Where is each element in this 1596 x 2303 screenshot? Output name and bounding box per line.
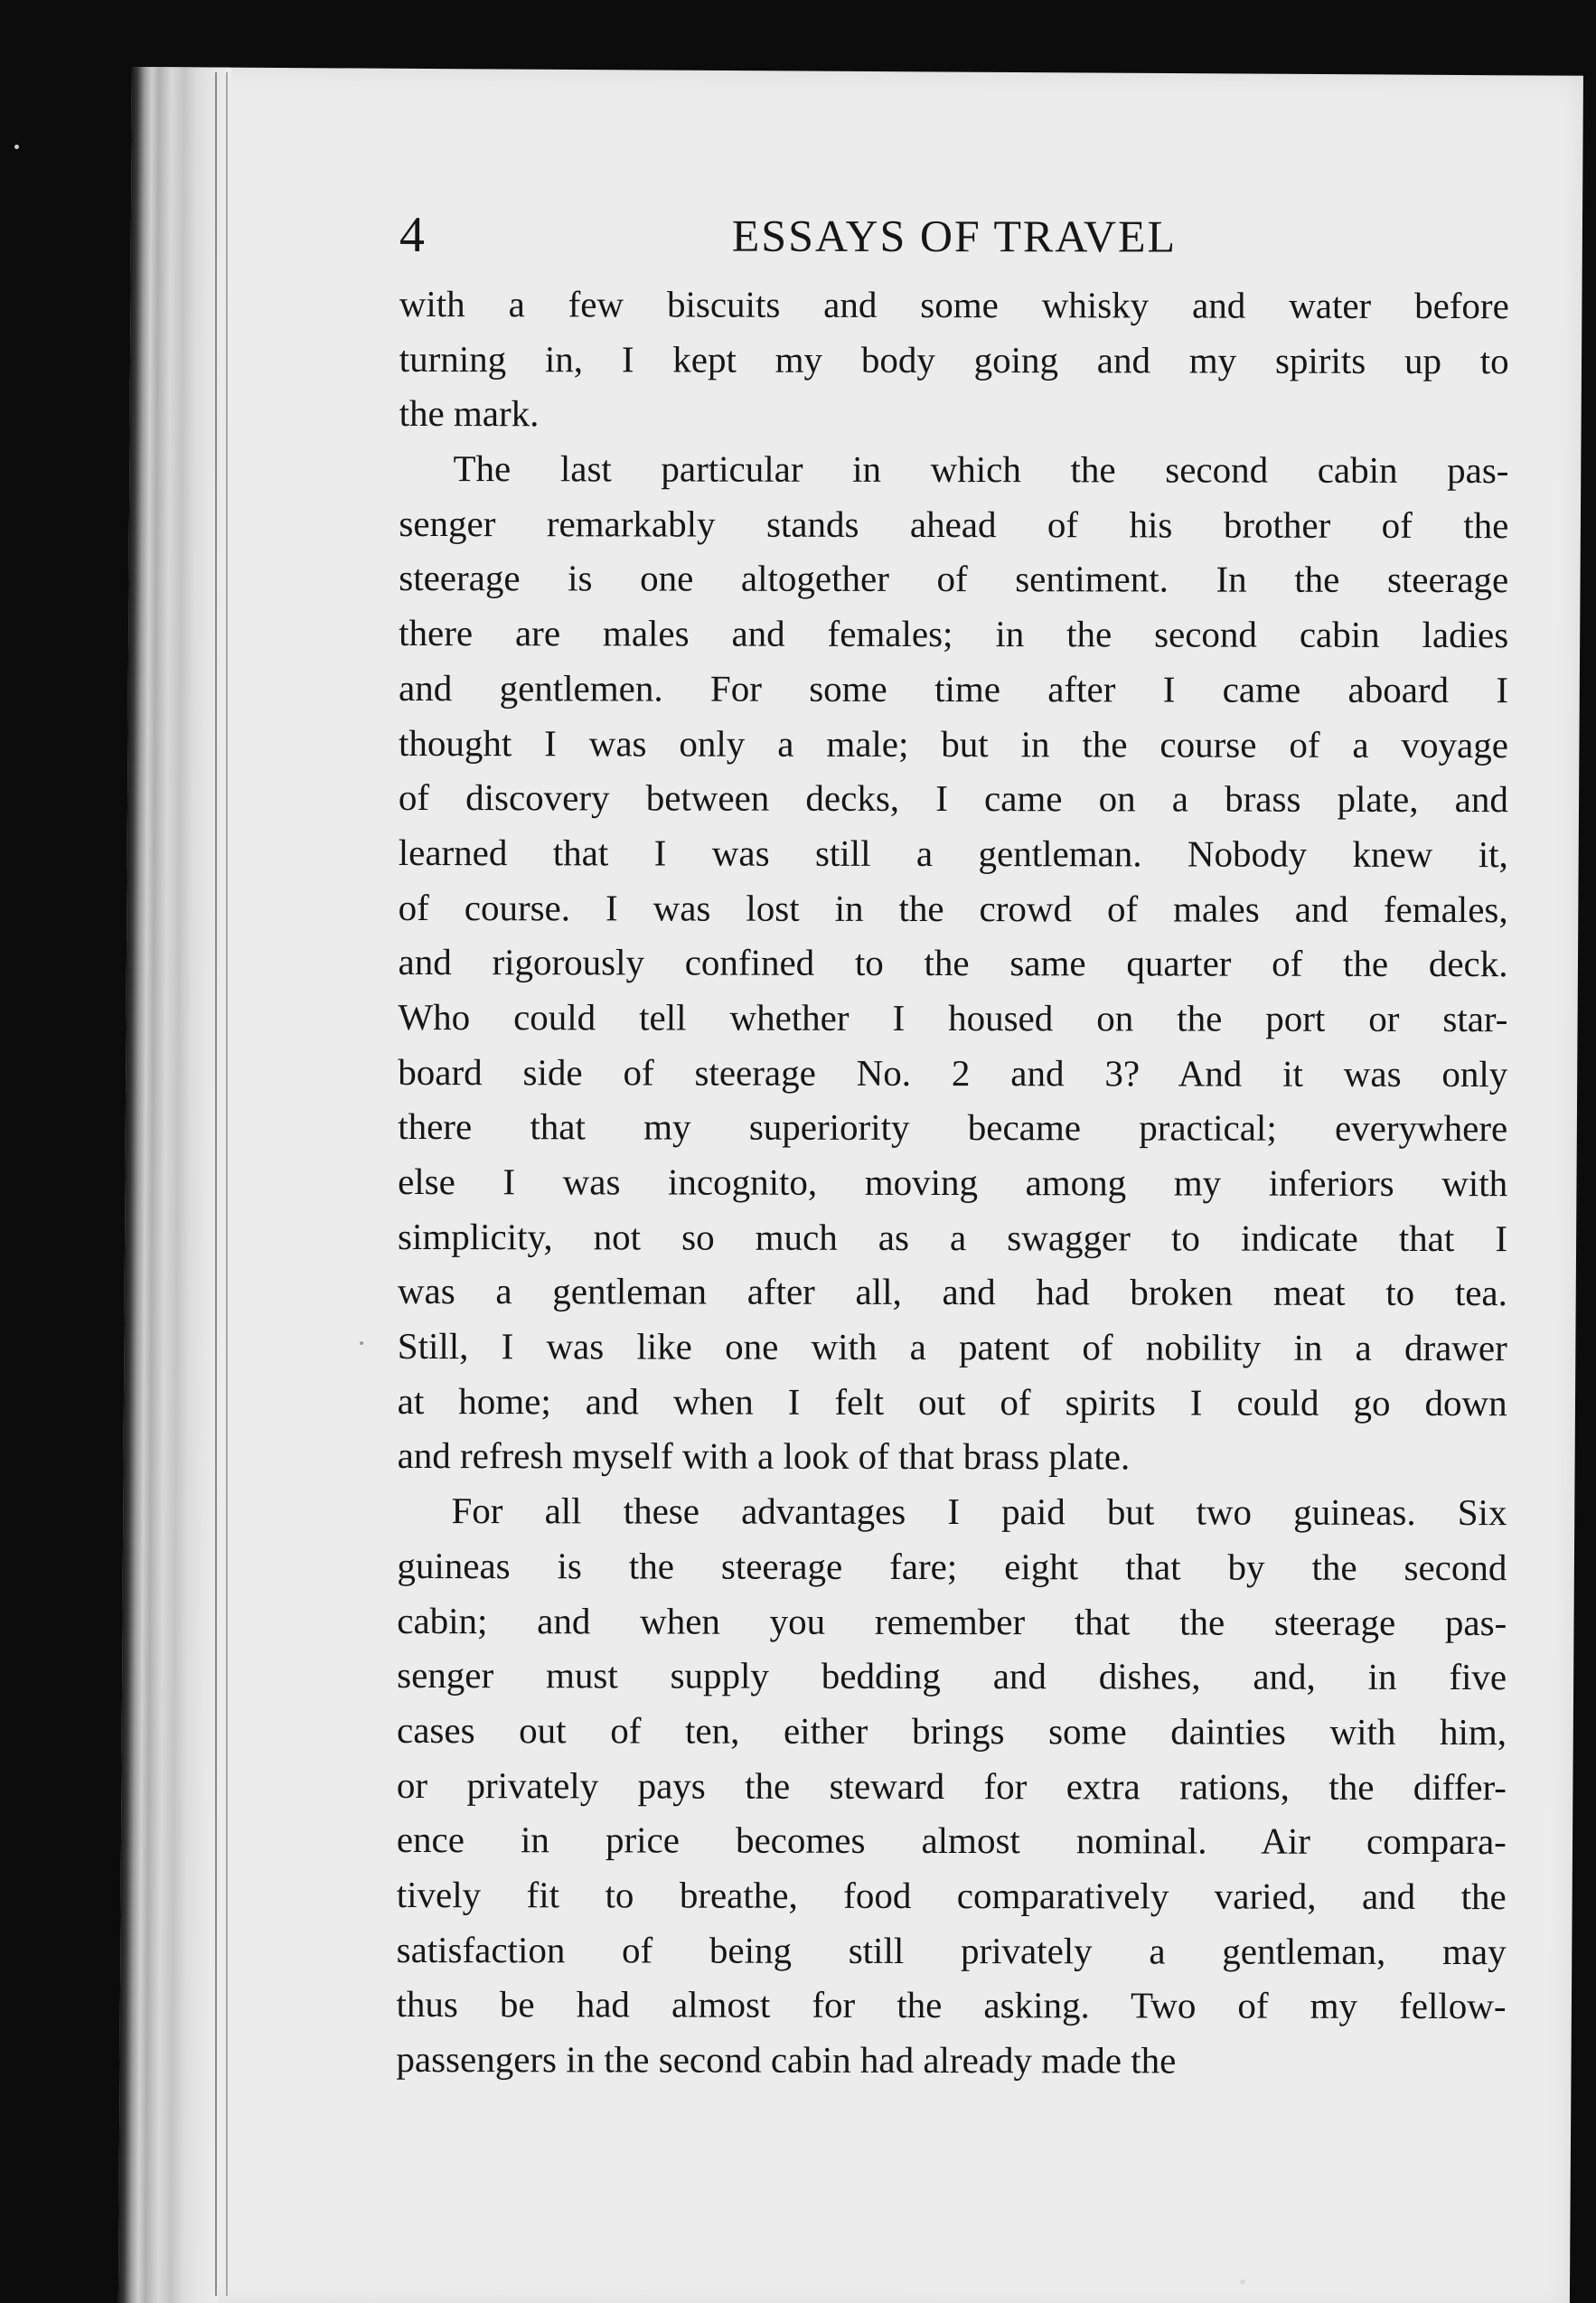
text-line: guineas is the steerage fare; eight that by the second [397, 1544, 1507, 1588]
text-line: satisfaction of being still privately a gentleman, may [396, 1928, 1507, 1972]
text-line: there that my superiority became practical; everywhere [398, 1105, 1508, 1150]
text-line: ence in price becomes almost nominal. Air compara- [396, 1819, 1507, 1863]
text-line: board side of steerage No. 2 and 3? And it was only [398, 1050, 1508, 1095]
text-line: learned that I was still a gentleman. Nobody knew it, [398, 831, 1508, 876]
text-line: with a few biscuits and some whisky and water before [399, 282, 1509, 327]
page-edge-line [226, 72, 228, 2296]
text-line: of discovery between decks, I came on a brass plate, and [398, 776, 1508, 821]
text-line: and refresh myself with a look of that brass plate. [397, 1434, 1131, 1478]
running-title: ESSAYS OF TRAVEL [731, 210, 1178, 262]
text-line: there are males and females; in the second cabin ladies [399, 612, 1509, 656]
text-line: passengers in the second cabin had already made the [396, 2037, 1177, 2082]
text-line: of course. I was lost in the crowd of males and females, [398, 886, 1508, 930]
text-line: or privately pays the steward for extra rations, the differ- [396, 1763, 1507, 1808]
text-line: Who could tell whether I housed on the port or star- [398, 995, 1508, 1040]
text-line: and rigorously confined to the same quarter of the deck. [398, 941, 1508, 985]
text-line: For all these advantages I paid but two guineas. Six [451, 1490, 1507, 1534]
text-line: simplicity, not so much as a swagger to indicate that I [397, 1215, 1508, 1259]
text-line: at home; and when I felt out of spirits I could go down [397, 1379, 1507, 1424]
page-edge-line [215, 72, 217, 2296]
text-line: senger remarkably stands ahead of his brother of the [399, 502, 1509, 546]
text-line: cabin; and when you remember that the steerage pas- [397, 1599, 1507, 1643]
text-line: turning in, I kept my body going and my spirits up to [399, 337, 1509, 381]
text-line: thus be had almost for the asking. Two of my fellow- [396, 1983, 1507, 2027]
text-line: and gentlemen. For some time after I came aboard I [399, 666, 1509, 710]
text-line: tively fit to breathe, food comparatively varied, and the [396, 1873, 1507, 1918]
body-text [396, 277, 1508, 2089]
page-number: 4 [399, 207, 425, 264]
text-line: the mark. [399, 392, 540, 435]
paragraph [396, 1483, 1507, 2089]
text-line: The last particular in which the second cabin pas- [453, 447, 1509, 492]
text-line: cases out of ten, either brings some dainties with him, [397, 1708, 1507, 1753]
text-line: was a gentleman after all, and had broken meat to tea. [397, 1270, 1507, 1314]
text-line: else I was incognito, moving among my inferiors with [398, 1160, 1508, 1205]
scan-speck [1240, 2280, 1245, 2284]
paragraph [398, 441, 1509, 1485]
text-line: steerage is one altogether of sentiment. In the steerage [399, 557, 1509, 601]
paragraph [399, 277, 1509, 443]
text-line: Still, I was like one with a patent of nobility in a drawer [397, 1325, 1507, 1369]
scan-speck [14, 145, 19, 149]
text-line: senger must supply bedding and dishes, and, in five [397, 1654, 1507, 1698]
text-block [396, 206, 1509, 2089]
running-head [399, 206, 1509, 278]
text-line: thought I was only a male; but in the course of a voyage [398, 721, 1509, 766]
scan-speck [360, 1341, 363, 1345]
